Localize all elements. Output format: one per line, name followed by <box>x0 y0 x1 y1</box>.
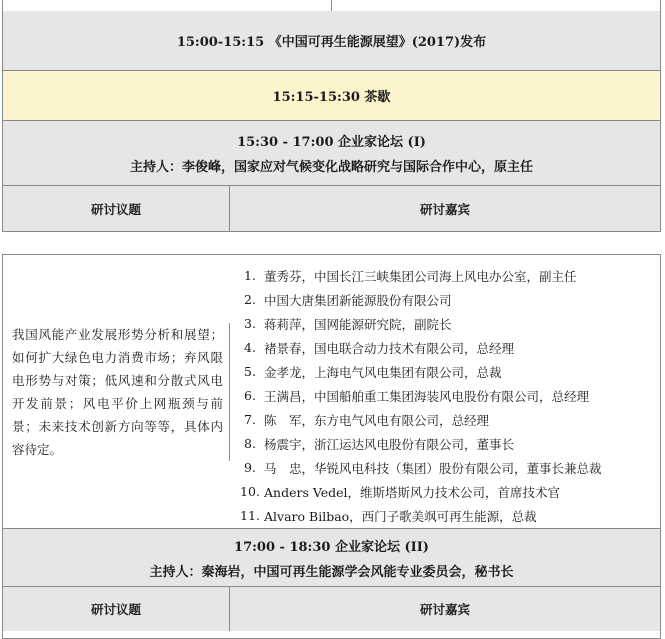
forum2-column-header-row <box>3 587 660 631</box>
guest-num: 10. <box>240 484 260 499</box>
guest-num: 4. <box>244 340 256 355</box>
forum1-guest-list <box>230 256 660 528</box>
guest-item <box>236 360 660 384</box>
guest-num: 9. <box>244 460 256 475</box>
guest-text: 褚景春，国电联合动力技术有限公司，总经理 <box>264 340 515 356</box>
guest-item <box>236 408 660 432</box>
guest-item <box>236 336 660 360</box>
forum1-title: 15:30 - 17:00 企业家论坛 (I) <box>237 135 426 150</box>
launch-row <box>3 11 660 71</box>
guest-item <box>236 384 660 408</box>
forum1-col-guests-cell <box>230 186 660 231</box>
guest-num: 1. <box>244 268 256 283</box>
guest-num: 11. <box>240 508 260 523</box>
tea-break-text: 15:15-15:30 茶歇 <box>272 90 391 105</box>
forum2-col-guests-cell <box>230 587 660 631</box>
tea-break-row <box>3 71 660 121</box>
forum1-header-row <box>3 121 660 186</box>
guest-num: 5. <box>244 364 256 379</box>
guest-text: 董秀芬，中国长江三峡集团公司海上风电办公室，副主任 <box>264 268 577 284</box>
guest-text: Anders Vedel，维斯塔斯风力技术公司，首席技术官 <box>264 484 561 500</box>
guest-num: 7. <box>244 412 256 427</box>
forum1-content-row <box>3 255 660 529</box>
guest-text: Alvaro Bilbao，西门子歌美飒可再生能源，总裁 <box>264 508 537 524</box>
forum1-col-topic-cell <box>3 186 230 231</box>
guest-text: 金孝龙，上海电气风电集团有限公司，总裁 <box>264 364 502 380</box>
forum1-col-topic: 研讨议题 <box>90 201 141 217</box>
guest-text: 陈 军，东方电气风电有限公司，总经理 <box>264 412 490 428</box>
schedule-table-lower <box>2 254 661 639</box>
guest-text: 马 忠，华锐风电科技（集团）股份有限公司，董事长兼总裁 <box>264 460 602 476</box>
guest-text: 杨震宇，浙江运达风电股份有限公司，董事长 <box>264 436 515 452</box>
guest-text: 王满昌，中国船舶重工集团海装风电股份有限公司，总经理 <box>264 388 590 404</box>
forum1-host: 主持人：李俊峰，国家应对气候变化战略研究与国际合作中心，原主任 <box>129 160 533 175</box>
forum2-col-guests: 研讨嘉宾 <box>419 602 470 617</box>
forum1-column-header-row <box>3 186 660 231</box>
guest-item <box>236 312 660 336</box>
guest-item <box>236 288 660 312</box>
guest-num: 3. <box>244 316 256 331</box>
forum1-topic-text: 我国风能产业发展形势分析和展望；如何扩大绿色电力消费市场；弃风限电形势与对策；低风速和分散式风电开发前景；风电平价上网瓶颈与前景；未来技术创新方向等等，具体内容待定。 <box>12 326 223 457</box>
guest-num: 6. <box>244 388 256 403</box>
guest-text: 中国大唐集团新能源股份有限公司 <box>264 292 452 308</box>
forum2-col-topic-cell <box>3 587 230 631</box>
forum1-topic-cell <box>3 323 230 461</box>
guest-num: 2. <box>244 292 256 307</box>
schedule-table-upper <box>2 11 661 232</box>
guest-item <box>236 480 660 504</box>
guest-num: 8. <box>244 436 256 451</box>
forum2-title: 17:00 - 18:30 企业家论坛 (II) <box>234 539 429 555</box>
guest-item <box>236 432 660 456</box>
forum1-col-guests: 研讨嘉宾 <box>419 201 470 217</box>
guest-item <box>236 504 660 528</box>
guest-item <box>236 264 660 288</box>
forum2-header-row <box>3 529 660 587</box>
forum2-col-topic: 研讨议题 <box>90 602 141 617</box>
launch-text: 15:00-15:15 《中国可再生能源展望》(2017)发布 <box>176 35 487 50</box>
guest-text: 蒋莉萍，国网能源研究院，副院长 <box>264 316 452 332</box>
forum2-host: 主持人：秦海岩，中国可再生能源学会风能专业委员会，秘书长 <box>149 564 514 580</box>
guest-item <box>236 456 660 480</box>
